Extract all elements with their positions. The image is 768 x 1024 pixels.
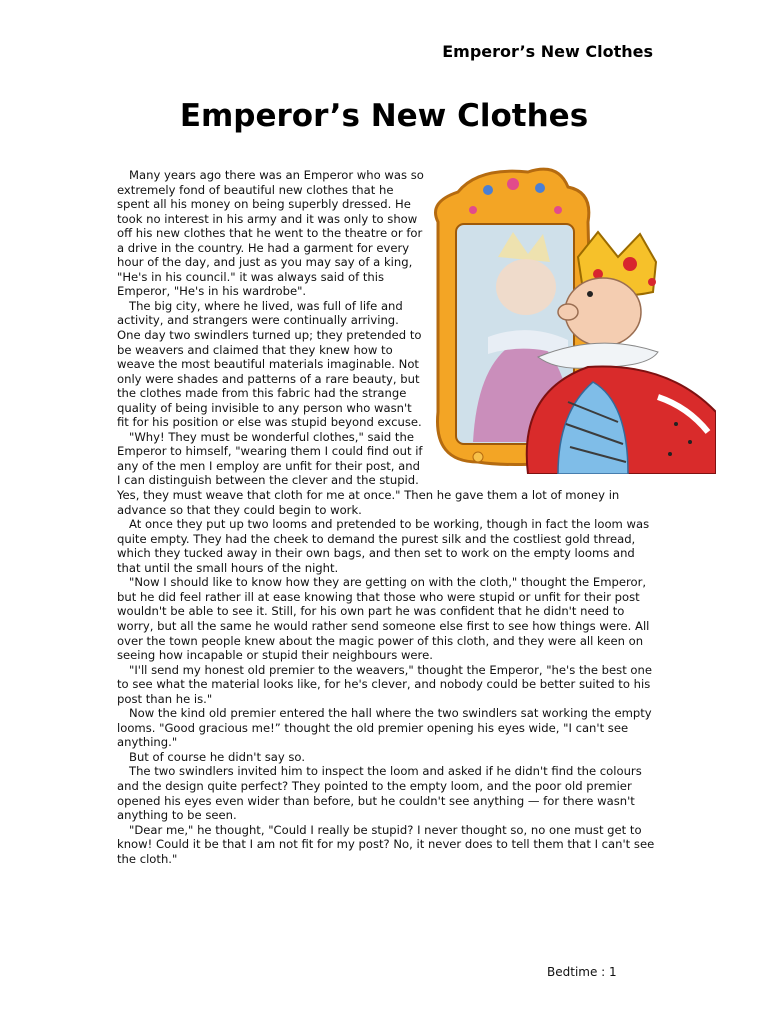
page-footer: Bedtime : 1 <box>547 965 617 979</box>
paragraph: Now the kind old premier entered the hall where the two swindlers sat working the empty looms. "Good gracious me!” thought the old premier opening his eyes wide, "I can't see anything." <box>117 706 652 750</box>
paragraph: "Why! They must be wonderful clothes," said the Emperor to himself, "wearing them I could find out if any of the men I employ are unfit for their post, and I can distinguish between the clever and the stupid. Yes, they must weave that cloth for me at once." Then he gave them a lot of money in advance so that they could begin to work. <box>117 429 620 517</box>
paragraph: "Dear me," he thought, "Could I really be stupid? I never thought so, no one must get to know! Could it be that I am not fit for my post? No, it never does to tell them that I can't see the cloth." <box>117 822 655 866</box>
paragraph: Many years ago there was an Emperor who was so extremely fond of beautiful new clothes that he spent all his money on being superbly dressed. He took no interest in his army and it was only to show off his new clothes that he went to the theatre or for a drive in the country. He had a garment for every hour of the day, and just as you may say of a king, "He's in his council." it was always said of this Emperor, "He's in his wardrobe". <box>117 168 424 299</box>
paragraph: "Now I should like to know how they are getting on with the cloth," thought the Emperor, but he did feel rather ill at ease knowing that those who were stupid or unfit for their post wouldn't be able to see it. Still, for his own part he was confident that he didn't need to worry, but all the same he would rather send someone else first to see how things were. All over the town people knew about the magic power of this cloth, and they were all keen on seeing how incapable or stupid their neighbours were. <box>117 575 650 663</box>
paragraph: At once they put up two looms and pretended to be working, though in fact the loom was quite empty. They had the cheek to demand the purest silk and the costliest gold thread, which they tucked away in their own bags, and then set to work on the empty looms and that until the small hours of the night. <box>117 517 650 575</box>
paragraph: But of course he didn't say so. <box>129 749 306 764</box>
paragraph: The big city, where he lived, was full of life and activity, and strangers were continually arriving. One day two swindlers turned up; they pretended to be weavers and claimed that they knew how to weave the most beautiful materials imaginable. Not only were shades and patterns of a rare beauty, but the clothes made from this fabric had the strange quality of being invisible to any person who wasn't fit for his position or else was stupid beyond excuse. <box>117 298 422 430</box>
running-title: Emperor’s New Clothes <box>442 42 653 61</box>
paragraph: "I'll send my honest old premier to the weavers," thought the Emperor, "he's the best one to see what the material looks like, for he's clever, and nobody could be better suited to his post than he is." <box>117 662 653 706</box>
illustration-space <box>425 168 657 478</box>
story-text <box>117 168 657 866</box>
page-title: Emperor’s New Clothes <box>179 98 589 134</box>
paragraph: The two swindlers invited him to inspect the loom and asked if he didn't find the colours and the design quite perfect? They pointed to the empty loom, and the poor old premier opened his eyes even wider than before, but he couldn't see anything — for there wasn't anything to be seen. <box>117 764 642 823</box>
